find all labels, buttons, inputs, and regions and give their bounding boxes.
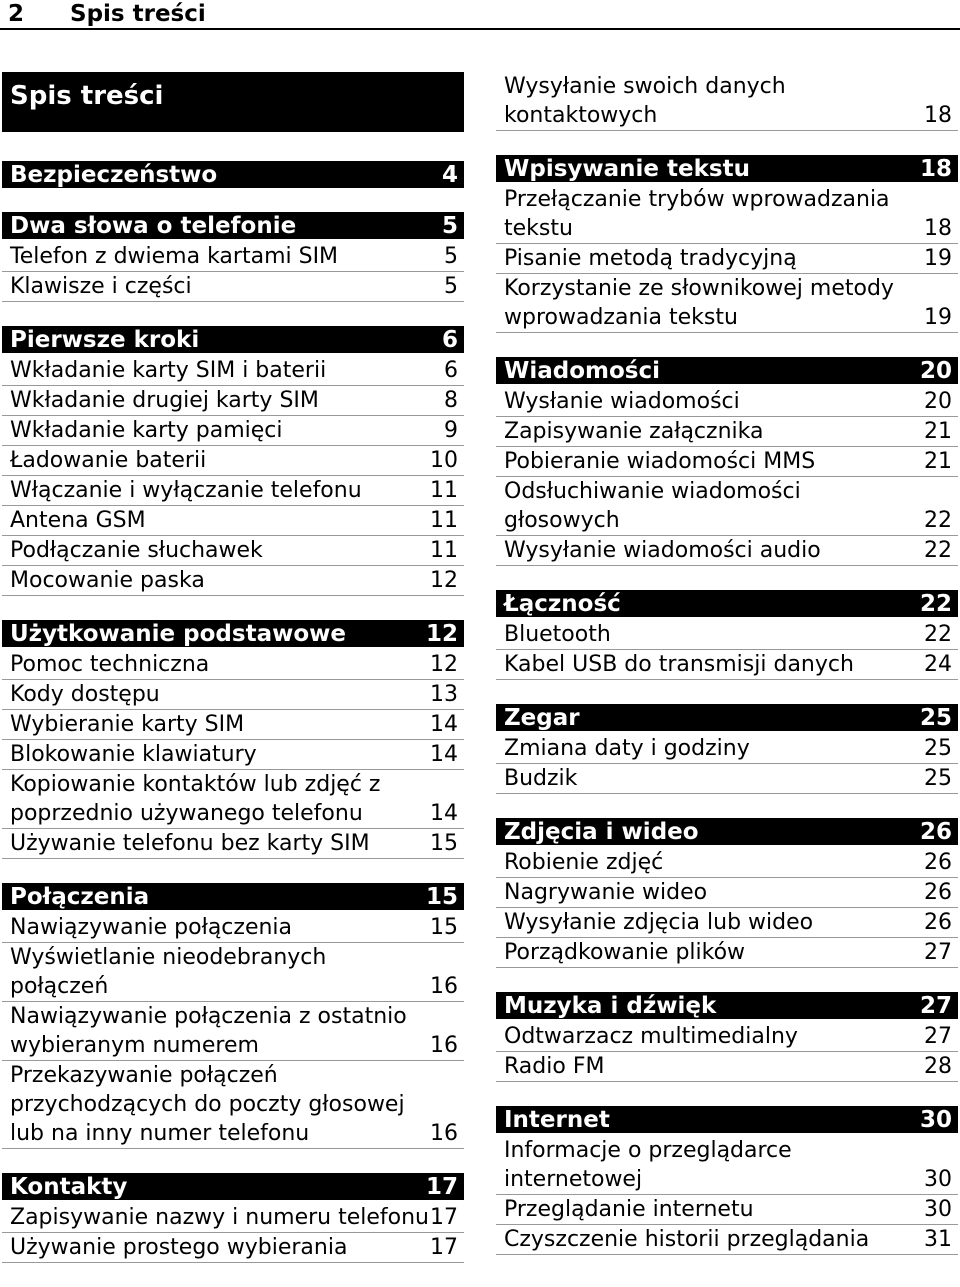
entry-title: Odtwarzacz multimedialny — [504, 1024, 798, 1049]
entry-page: 11 — [430, 508, 458, 533]
toc-entry[interactable] — [496, 417, 958, 447]
section-title: Internet — [504, 1106, 610, 1133]
entry-page: 20 — [924, 389, 952, 414]
section-page: 22 — [919, 590, 952, 617]
entry-page: 17 — [430, 1235, 458, 1260]
entry-title: Klawisze i części — [10, 274, 192, 299]
entry-page: 9 — [444, 418, 458, 443]
toc-entry[interactable] — [2, 476, 464, 506]
section-title: Wpisywanie tekstu — [504, 155, 750, 182]
entry-page: 17 — [430, 1205, 458, 1230]
toc-column-left — [2, 72, 464, 1287]
toc-entry[interactable] — [496, 650, 958, 680]
toc-section — [496, 590, 958, 680]
toc-column-right — [496, 72, 958, 1279]
entry-title: Bluetooth — [504, 622, 611, 647]
toc-entry[interactable] — [2, 829, 464, 859]
toc-section — [2, 883, 464, 1149]
entry-page: 22 — [924, 508, 952, 533]
section-heading[interactable] — [496, 818, 958, 845]
entry-title: Wkładanie drugiej karty SIM — [10, 388, 319, 413]
toc-section — [496, 1106, 958, 1255]
section-page: 17 — [425, 1173, 458, 1200]
entry-title: Wysłanie wiadomości — [504, 389, 740, 414]
toc-entry[interactable] — [2, 536, 464, 566]
toc-entry[interactable] — [2, 650, 464, 680]
entry-page: 12 — [430, 568, 458, 593]
entry-page: 27 — [924, 1024, 952, 1049]
section-title: Połączenia — [10, 883, 150, 910]
entry-page: 27 — [924, 940, 952, 965]
entry-page: 5 — [444, 274, 458, 299]
section-page: 4 — [441, 161, 458, 188]
entry-page: 14 — [430, 712, 458, 737]
toc-entry[interactable] — [2, 566, 464, 596]
entry-page: 25 — [924, 766, 952, 791]
entry-title: Zapisywanie załącznika — [504, 419, 764, 444]
entry-title: Odsłuchiwanie wiadomości głosowych — [504, 479, 801, 533]
entry-title: Podłączanie słuchawek — [10, 538, 263, 563]
toc-entry[interactable] — [496, 878, 958, 908]
entry-title: Kody dostępu — [10, 682, 160, 707]
section-heading[interactable] — [2, 161, 464, 188]
toc-section — [2, 161, 464, 188]
entry-page: 22 — [924, 622, 952, 647]
toc-section — [496, 357, 958, 566]
entry-title: Radio FM — [504, 1054, 605, 1079]
entry-page: 14 — [430, 742, 458, 767]
section-title: Muzyka i dźwięk — [504, 992, 717, 1019]
section-title: Zdjęcia i wideo — [504, 818, 699, 845]
entry-page: 26 — [924, 880, 952, 905]
entry-page: 16 — [430, 1033, 458, 1058]
toc-entry[interactable] — [2, 1061, 464, 1149]
entry-title: Robienie zdjęć — [504, 850, 664, 875]
section-heading[interactable] — [496, 357, 958, 384]
entry-page: 16 — [430, 1121, 458, 1146]
section-page: 18 — [919, 155, 952, 182]
toc-entry[interactable] — [496, 387, 958, 417]
entry-title: Wyświetlanie nieodebranych połączeń — [10, 945, 327, 999]
entry-title: Czyszczenie historii przeglądania — [504, 1227, 870, 1252]
toc-section — [2, 212, 464, 302]
entry-title: Nawiązywanie połączenia z ostatnio wybieranym numerem — [10, 1004, 407, 1058]
toc-entry[interactable] — [496, 734, 958, 764]
section-title: Pierwsze kroki — [10, 326, 200, 353]
toc-entry[interactable] — [2, 740, 464, 770]
toc-entry[interactable] — [2, 356, 464, 386]
entry-title: Wysyłanie zdjęcia lub wideo — [504, 910, 814, 935]
entry-title: Przekazywanie połączeń przychodzących do poczty głosowej lub na inny numer telefonu — [10, 1063, 405, 1146]
toc-entry[interactable] — [496, 1195, 958, 1225]
entry-page: 18 — [924, 216, 952, 241]
entry-title: Antena GSM — [10, 508, 146, 533]
entry-page: 25 — [924, 736, 952, 761]
toc-section — [496, 818, 958, 968]
toc-entry[interactable] — [496, 620, 958, 650]
toc-entry[interactable] — [496, 185, 958, 244]
toc-section — [496, 992, 958, 1082]
entry-title: Przeglądanie internetu — [504, 1197, 754, 1222]
entry-page: 11 — [430, 478, 458, 503]
toc-entry[interactable] — [2, 386, 464, 416]
entry-page: 15 — [430, 831, 458, 856]
entry-title: Zapisywanie nazwy i numeru telefonu — [10, 1205, 429, 1230]
toc-section — [496, 704, 958, 794]
toc-entry[interactable] — [2, 710, 464, 740]
entry-page: 13 — [430, 682, 458, 707]
entry-page: 21 — [924, 449, 952, 474]
toc-entry[interactable] — [496, 72, 958, 131]
entry-page: 31 — [924, 1227, 952, 1252]
entry-page: 14 — [430, 801, 458, 826]
entry-title: Telefon z dwiema kartami SIM — [10, 244, 339, 269]
toc-entry[interactable] — [2, 680, 464, 710]
toc-section — [2, 620, 464, 859]
entry-title: Informacje o przeglądarce internetowej — [504, 1138, 792, 1192]
toc-entry[interactable] — [496, 1225, 958, 1255]
entry-page: 19 — [924, 305, 952, 330]
entry-title: Pisanie metodą tradycyjną — [504, 246, 797, 271]
section-page: 30 — [919, 1106, 952, 1133]
toc-entry[interactable] — [496, 244, 958, 274]
section-page: 25 — [919, 704, 952, 731]
entry-title: Przełączanie trybów wprowadzania tekstu — [504, 187, 890, 241]
running-title: Spis treści — [70, 1, 206, 27]
entry-title: Blokowanie klawiatury — [10, 742, 257, 767]
section-page: 26 — [919, 818, 952, 845]
section-title: Dwa słowa o telefonie — [10, 212, 297, 239]
section-page: 15 — [425, 883, 458, 910]
entry-title: Wysyłanie swoich danych kontaktowych — [504, 74, 786, 128]
entry-title: Budzik — [504, 766, 578, 791]
toc-entry[interactable] — [2, 913, 464, 943]
toc-title: Spis treści — [2, 72, 464, 132]
toc-entry[interactable] — [496, 908, 958, 938]
entry-title: Nawiązywanie połączenia — [10, 915, 293, 940]
entry-page: 22 — [924, 538, 952, 563]
toc-entry[interactable] — [496, 764, 958, 794]
section-heading[interactable] — [2, 326, 464, 353]
toc-entry[interactable] — [496, 536, 958, 566]
entry-title: Włączanie i wyłączanie telefonu — [10, 478, 362, 503]
section-page: 6 — [441, 326, 458, 353]
section-heading[interactable] — [2, 620, 464, 647]
toc-entry[interactable] — [496, 1052, 958, 1082]
entry-page: 26 — [924, 910, 952, 935]
entry-page: 5 — [444, 244, 458, 269]
entry-page: 18 — [924, 103, 952, 128]
section-title: Kontakty — [10, 1173, 128, 1200]
entry-title: Porządkowanie plików — [504, 940, 746, 965]
section-page: 5 — [441, 212, 458, 239]
entry-page: 16 — [430, 974, 458, 999]
section-title: Wiadomości — [504, 357, 661, 384]
toc-entry[interactable] — [2, 1002, 464, 1061]
entry-title: Używanie prostego wybierania — [10, 1235, 348, 1260]
section-heading[interactable] — [496, 1106, 958, 1133]
toc-section — [496, 72, 958, 131]
entry-page: 11 — [430, 538, 458, 563]
toc-entry[interactable] — [496, 447, 958, 477]
section-page: 12 — [425, 620, 458, 647]
entry-page: 28 — [924, 1054, 952, 1079]
entry-title: Ładowanie baterii — [10, 448, 207, 473]
page-number: 2 — [8, 1, 25, 27]
entry-title: Wybieranie karty SIM — [10, 712, 245, 737]
toc-entry[interactable] — [496, 1136, 958, 1195]
entry-page: 26 — [924, 850, 952, 875]
toc-entry[interactable] — [496, 477, 958, 536]
section-heading[interactable] — [2, 1173, 464, 1200]
page-header — [0, 0, 960, 30]
toc-entry[interactable] — [2, 416, 464, 446]
section-title: Użytkowanie podstawowe — [10, 620, 346, 647]
toc-entry[interactable] — [496, 938, 958, 968]
section-heading[interactable] — [496, 704, 958, 731]
entry-title: Używanie telefonu bez karty SIM — [10, 831, 370, 856]
section-page: 20 — [919, 357, 952, 384]
toc-entry[interactable] — [2, 242, 464, 272]
section-title: Łączność — [504, 590, 621, 617]
toc-entry[interactable] — [496, 1022, 958, 1052]
toc-section — [2, 1173, 464, 1263]
toc-entry[interactable] — [2, 446, 464, 476]
toc-entry[interactable] — [2, 943, 464, 1002]
entry-title: Zmiana daty i godziny — [504, 736, 750, 761]
entry-page: 12 — [430, 652, 458, 677]
toc-section — [496, 155, 958, 333]
section-page: 27 — [919, 992, 952, 1019]
left-sections — [2, 161, 464, 1263]
section-heading[interactable] — [496, 992, 958, 1019]
entry-page: 10 — [430, 448, 458, 473]
entry-title: Nagrywanie wideo — [504, 880, 708, 905]
section-heading[interactable] — [496, 590, 958, 617]
toc-entry[interactable] — [496, 848, 958, 878]
entry-title: Kabel USB do transmisji danych — [504, 652, 854, 677]
entry-title: Wkładanie karty SIM i baterii — [10, 358, 327, 383]
toc-entry[interactable] — [2, 1233, 464, 1263]
toc-entry[interactable] — [496, 274, 958, 333]
entry-page: 21 — [924, 419, 952, 444]
entry-title: Pobieranie wiadomości MMS — [504, 449, 816, 474]
entry-title: Mocowanie paska — [10, 568, 205, 593]
section-heading[interactable] — [496, 155, 958, 182]
entry-page: 30 — [924, 1197, 952, 1222]
toc-section — [2, 326, 464, 596]
entry-page: 15 — [430, 915, 458, 940]
entry-title: Kopiowanie kontaktów lub zdjęć z poprzednio używanego telefonu — [10, 772, 381, 826]
section-heading[interactable] — [2, 212, 464, 239]
toc-entry[interactable] — [2, 770, 464, 829]
section-title: Bezpieczeństwo — [10, 161, 218, 188]
toc-entry[interactable] — [2, 272, 464, 302]
entry-title: Wkładanie karty pamięci — [10, 418, 283, 443]
entry-page: 19 — [924, 246, 952, 271]
section-title: Zegar — [504, 704, 580, 731]
entry-page: 6 — [444, 358, 458, 383]
entry-title: Korzystanie ze słownikowej metody wprowadzania tekstu — [504, 276, 894, 330]
right-sections — [496, 72, 958, 1255]
entry-page: 30 — [924, 1167, 952, 1192]
entry-page: 24 — [924, 652, 952, 677]
toc-entry[interactable] — [2, 1203, 464, 1233]
entry-page: 8 — [444, 388, 458, 413]
section-heading[interactable] — [2, 883, 464, 910]
entry-title: Wysyłanie wiadomości audio — [504, 538, 821, 563]
toc-entry[interactable] — [2, 506, 464, 536]
entry-title: Pomoc techniczna — [10, 652, 210, 677]
